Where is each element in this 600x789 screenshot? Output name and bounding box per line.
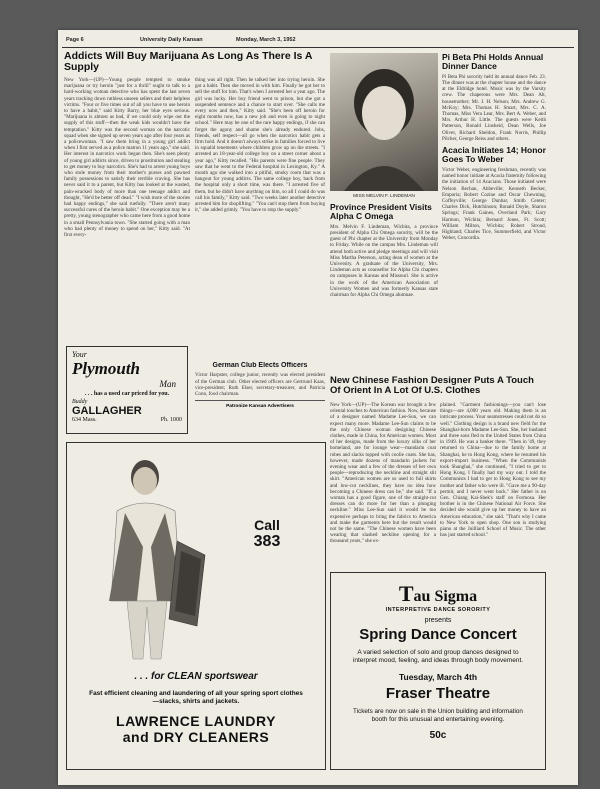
laundry-name-1: LAWRENCE LAUNDRY [116, 712, 276, 729]
plymouth-buddy: Buddy [72, 399, 88, 405]
portrait-illustration [330, 53, 438, 191]
masthead-rule [62, 47, 574, 48]
marijuana-col-b [195, 77, 325, 355]
tau-sigma-ad [330, 572, 546, 770]
tau-sigma-initial: T [398, 581, 414, 606]
tau-sigma-presents: presents [424, 617, 452, 624]
plymouth-address: 634 Mass. [72, 417, 97, 423]
plymouth-your: Your [72, 350, 87, 359]
plymouth-phone: Ph. 1000 [160, 417, 182, 423]
china-col-b [440, 402, 546, 567]
plymouth-tagline: . . . has a used car priced for you. [84, 391, 170, 397]
lindeman-headline: Province President Visits Alpha C Omega [330, 202, 432, 221]
german-club-body: Victor Harpster, college junior, recently was elected president of the German club. Other elected officers are Gertrund Kaas, vice-president; Ruth Elser, secretary-treasurer, and Patricia Conn, food chairman. [195, 372, 325, 397]
plymouth-name: Plymouth [72, 359, 141, 378]
lindeman-photo [330, 53, 438, 191]
marijuana-body-2: thing was all right. Then he talked her into trying heroin. She got a habit. Then she moved in with him. Finally he got her to sell the stuff for him. That's when I arrested her a year ago. The girl was lucky. Her boy friend went to prison, but she got a suspended sentence and a chance to start over. "She calls me every now and then," Kitty said. "She's been off heroin for eight months now, has a new job and even is going to night school." Here may be one of the rare happy endings, if she can forget the agony and shame she's already endured. Jobs, friends, self respect—all go when the narcotics habit gets a firm hold. And it doesn't always strike in families forced to live in squalid tenements where children grow up on the streets. "I arrested an 18-year-old college boy on a street corner about a year ago," Kitty recalled. "His parents were fine people. They saw that he went to the Federal hospital in Lexington, Ky." A month ago she walked into a pitiful, smoky room that was a hangout for young addicts. The same college boy, back from the hospital only a short time, was there. "I arrested five of them, but he didn't have anything on him, so all I could do was call his family," Kitty said. "Two weeks later another detective arrested him for shoplifting." "You can't stop them from buying it," she added grimly. "You have to stop the supply." [195, 77, 325, 214]
plymouth-ad [66, 346, 188, 434]
newspaper-page [58, 30, 578, 785]
china-body-2: plained. "Garment fashionings—you can't lose things—are 4,000 years old. Making them is an intricate process. Your seamstresses could not do so well." Clothing design is a brand new field for the Shanghai-born Madame Lee-Sun. She, her husband and three sons fled to the United States from China in 1949. He was a banker there. "Then in '49, they returned to China—due to the family home at Shanghai, he to Hong Kong, where he resumed his export-import business. "When the Communists took Shanghai," she continued, "I tried to get to Hong Kong. I finally had my way out. I told the Communists I had to get to Hong Kong to see my mother and father who were ill. "Gave me a 90-day permit, and I never went back." Her father is on Gen. Chiang Kai-Shek's staff on Formosa. Her brother is in the Chinese National Air Force. She decided she would give up her money to have an American education," she said. "That's why I came to New York to open shop. One son is studying piano at the Juilliard School of Music. The other has just started school." [440, 402, 546, 539]
sportswear-man-illustration [97, 451, 207, 661]
pi-beta-phi-story [442, 53, 546, 373]
german-club-story [195, 362, 325, 437]
china-col-a [330, 402, 436, 567]
plymouth-dealer: GALLAGHER [72, 405, 142, 417]
lindeman-body: Mrs. Melvin F. Lindeman, Wichita, a province president of Alpha Chi Omega sorority, will be the guest of Phi chapter at the University from Monday to Friday. While on the campus Mrs. Lindeman will attend both active and pledge meetings and will visit Miss Martha Peterson, acting dean of women at the University. A graduate of the University, Mrs. Lindeman acts as counsellor for Alpha Chi chapters on campuses in Kansas and Missouri. She is active in the work of the American Association of University Women and was formerly Kansas state chairman for Alpha Chi Omega alumnae. [330, 223, 438, 299]
pi-phi-headline: Pi Beta Phi Holds Annual Dinner Dance [442, 53, 544, 71]
issue-date: Monday, March 3, 1952 [236, 37, 296, 43]
german-club-headline: German Club Elects Officers [212, 362, 308, 369]
tau-sigma-date: Tuesday, March 4th [398, 671, 478, 682]
china-body-1: New York—(UP)—The Korean war brought a few oriental touches to American fashion. Now, because of a designer named Madame Lee-Sun, we can expect many more. Madame Lee-Sun claims to be the only Chinese woman designing Chinese clothes, made in China, for American women. Most of her designs, made from the luxury silks of her homeland, are for lounge wear—mandarin coat robes and slacks topped with coolie coats. She has, however, made dozens of mandarin jackets for evening wear and a few of the dresses of her own people—reproducing the neckline and straight slit skirt. "American women are so used to full skirts and low-cut necklines, they have no idea how becoming a Chinese dress can be," she said. "If a woman has a good figure, one of the straight-cut dresses can do more for her than a plunging neckline." Miss Lee-Sun said it would be too expensive perhaps to bring the fabrics to America and make the garments here but the result would not be the same. "The Chinese women have been wearing that slashed neckline opening for a thousand years," she ex- [330, 402, 436, 545]
tau-sigma-desc: A varied selection of solo and group dances designed to interpret mood, feeling, and ideas through body movement. [352, 649, 524, 665]
marijuana-headline-box [64, 51, 326, 73]
tau-sigma-venue: Fraser Theatre [385, 684, 491, 702]
photo-caption: MISS MELVIN F. LINDEMAN [353, 194, 415, 199]
acacia-body: Victor Weber, engineering freshman, recently was named honor initiate at Acacia fraternity following the initiation of 14 Acacians. Those initiated were Nelson Bechan, Abbeville; Kenneth Becker, Emporia; Robert Cozine and Oscar Chewning, Coffeyville; George Dunbar, Smith Center; Charles Dick, Hutchinson; Ronald Doyle, Sharon Springs; Frank Gaines, Overland Park; Gary Harmon, Wichita; Bernard Jones, Ft. Scott; William Milton, Wichita; Robert Stroud, Highland; Charles Tice, Summerfield, and Victor Weber, Concordia. [442, 166, 546, 242]
tau-sigma-tickets: Tickets are now on sale in the Union building and information booth for this unusual and entertaining evening. [353, 707, 523, 724]
marijuana-col-a [64, 77, 190, 335]
china-headline-box [330, 376, 546, 400]
laundry-call: Call [254, 517, 280, 533]
paper-name: University Daily Kansan [140, 37, 203, 43]
laundry-ad [66, 442, 326, 770]
marijuana-headline: Addicts Will Buy Marijuana As Long As There Is A Supply [64, 51, 313, 73]
page-number: Page 6 [66, 37, 84, 43]
tau-sigma-sub: INTERPRETIVE DANCE SORORITY [385, 607, 491, 613]
acacia-headline: Acacia Initiates 14; Honor Goes To Weber [442, 145, 546, 164]
marijuana-body-1: New York—(UP)—Young people tempted to smoke marijuana or try heroin "just for a thrill" ought to talk to a hard-working woman detective who has spent the last seven years tracking down ruthless unseen sellers and their helpless victims. "Four or five times out of all you have to use heroin to have a habit," said Kitty Barry, her blue eyes serious. "Marijuana is almost as bad, if we could only wipe out the supply of this stuff—then the weak kids wouldn't have the temptation." Kitty was the second woman on the narcotic squad when she signed up seven years ago after four years as a policewoman. "I saw them bring in a young girl addict when I first served as a police matron 11 years ago," she said. Her interest in narcotics work began then. She's seen plenty of young girl addicts since, driven to prostitution and stealing to get money to buy narcotics. She's had to arrest young boys who stole money from their mother's purses and pawned family possessions to satisfy their terrible craving. She has never said it to a parent, but Kitty has looked at the wasted, pain-wracked body of more than one teenage addict and thought, "He'd be better off dead." "I wish more of the stories had happy endings," she said ruefully. "There aren't many successful cures of the heroin habit." One exception may be a pretty, young stenographer who came here from a good home in a small Pennsylvania town. "She started going with a man who had plenty of money to spend on her," Kitty said. "At first every- [64, 77, 190, 239]
laundry-service: Fast efficient cleaning and laundering of all your spring sport clothes—slacks, shirts and jackets. [89, 690, 303, 706]
pi-phi-body: Pi Beta Phi sorority held its annual dance Feb. 23. The dinner was at the chapter house and the dance at the Eldridge hotel. Music was by the Varsity crew. The chaperons were Mrs. Dean Alt, housemother; Mr. J. H. Nelson; Mrs. Andrew G. McKoy; Mrs. Thomas H. Smart, Mrs. C. A. Thomas, Miss Vera Lear, Mrs. Bert A. Weber, and Mrs. Arthur H. Little. The guests were Keith Patterson, Ronald Linsheid, Dean Wells, Joe Oliver, Richard Sheldon, Frank Norris, Phillip Pilcher, George Reiss and others. [442, 73, 546, 142]
laundry-phone: 383 [253, 533, 281, 550]
china-headline: New Chinese Fashion Designer Puts A Touch Of Orient In A Lot Of U.S. Clothes [330, 376, 534, 396]
laundry-name-2: and DRY CLEANERS [122, 728, 270, 745]
masthead [58, 34, 578, 46]
lindeman-story [330, 194, 438, 374]
tau-sigma-price: 50c [429, 730, 447, 742]
plymouth-man: Man [159, 379, 176, 389]
patronize-line: Patronize Kansan Advertisers [226, 404, 294, 410]
tau-sigma-name: au Sigma [413, 588, 478, 605]
tau-sigma-title: Spring Dance Concert [359, 626, 517, 643]
laundry-clean-line: . . . for CLEAN sportswear [134, 671, 258, 682]
